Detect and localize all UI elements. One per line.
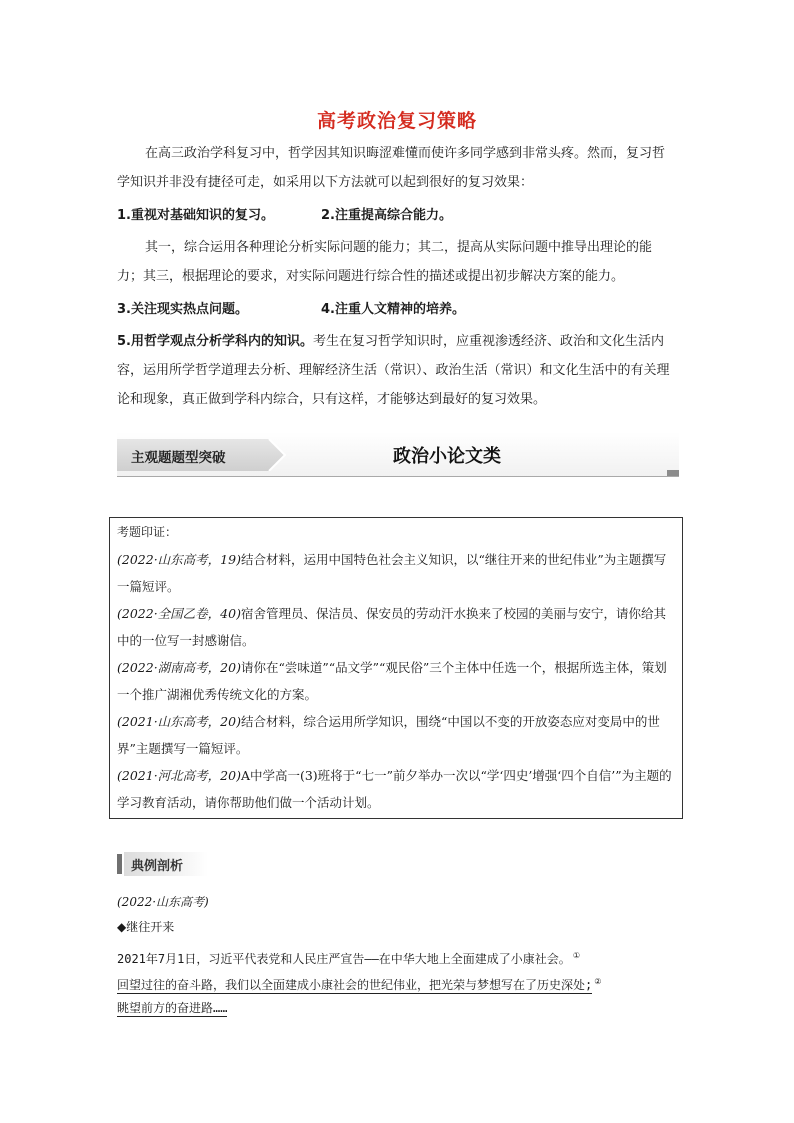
example-source: (2022·山东高考): [117, 895, 209, 909]
material-line-3: [117, 995, 679, 1021]
material-line-2-text: 回望过往的奋斗路，我们以全面建成小康社会的世纪伟业，把光荣与梦想写在了历史深处;: [117, 978, 593, 992]
banner-main-label: 政治小论文类: [393, 446, 501, 467]
exam-item: [117, 654, 673, 708]
point-4: 4.注重人文精神的培养。: [321, 302, 465, 317]
exam-item-source: (2021·河北高考，20): [117, 768, 241, 783]
exam-box-label: 考题印证：: [117, 525, 178, 539]
exam-item: [117, 600, 673, 654]
point-2-detail: 其一，综合运用各种理论分析实际问题的能力；其二，提高从实际问题中推导出理论的能力；其三，根据理论的要求，对实际问题进行综合性的描述或提出初步解决方案的能力。: [117, 240, 653, 284]
point-5-heading: 5.用哲学观点分析学科内的知识。: [117, 334, 313, 349]
exam-item-text: 结合材料，运用中国特色社会主义知识，以“继往开来的世纪伟业”为主题撰写一篇短评。: [117, 552, 667, 594]
exam-item: [117, 546, 673, 600]
intro-paragraph: 在高三政治学科复习中，哲学因其知识晦涩难懂而使许多同学感到非常头疼。然而，复习哲学知识并非没有捷径可走，如采用以下方法就可以起到很好的复习效果：: [117, 146, 666, 190]
point-5-paragraph: [117, 327, 677, 414]
point-1: 1.重视对基础知识的复习。: [117, 208, 274, 223]
exam-item-text: 结合材料，综合运用所学知识，围绕“中国以不变的开放姿态应对变局中的世界”主题撰写一篇短评。: [117, 714, 660, 756]
page-title: 高考政治复习策略: [316, 110, 477, 132]
exam-item-text: 请你在“尝味道”“品文学”“观民俗”三个主体中任选一个，根据所选主体，策划一个推广湖湘优秀传统文化的方案。: [117, 660, 667, 702]
points-row-2: [117, 295, 677, 324]
points-row-1: [117, 201, 677, 230]
annotation-mark-2: ②: [594, 977, 602, 986]
material-line-2: [117, 969, 679, 998]
exam-item-text: 宿舍管理员、保洁员、保安员的劳动汗水换来了校园的美丽与安宁，请你给其中的一位写一封感谢信。: [117, 606, 666, 648]
annotation-mark-1: ①: [572, 951, 580, 960]
banner-corner-mark: [667, 470, 679, 476]
exam-evidence-box: [109, 517, 683, 819]
material-line-1-text: 2021年7月1日，习近平代表党和人民庄严宣告——在中华大地上全面建成了小康社会。: [117, 952, 571, 966]
exam-item-text: A中学高一(3)班将于“七一”前夕举办一次以“学‘四史’增强‘四个自信’”为主题的学习教育活动，请你帮助他们做一个活动计划。: [117, 768, 672, 810]
exam-item: [117, 708, 673, 762]
point-5-text: 考生在复习哲学知识时，应重视渗透经济、政治和文化生活内容，运用所学哲学道理去分析、理解经济生活（常识）、政治生活（常识）和文化生活中的有关理论和现象，真正做到学科内综合，只有这样，才能够达到最好的复习效果。: [117, 334, 670, 407]
material-line-1: [117, 943, 679, 972]
example-header-label: 典例剖析: [131, 859, 184, 874]
example-analysis-header: [117, 852, 207, 876]
point-2: 2.注重提高综合能力。: [321, 208, 452, 223]
material-title: ◆继往开来: [117, 920, 175, 934]
exam-item-source: (2021·山东高考，20): [117, 714, 241, 729]
exam-item-source: (2022·全国乙卷，40): [117, 606, 241, 621]
point-3: 3.关注现实热点问题。: [117, 302, 248, 317]
section-banner: [117, 432, 679, 477]
header-accent-bar: [117, 854, 122, 874]
exam-item-list: [117, 546, 673, 816]
exam-item: [117, 762, 673, 816]
banner-tab-label: 主观题题型突破: [131, 450, 226, 466]
material-line-3-text: 眺望前方的奋进路……: [117, 1001, 228, 1015]
banner-underline: [117, 476, 679, 477]
exam-item-source: (2022·湖南高考，20): [117, 660, 241, 675]
exam-item-source: (2022·山东高考，19): [117, 552, 241, 567]
